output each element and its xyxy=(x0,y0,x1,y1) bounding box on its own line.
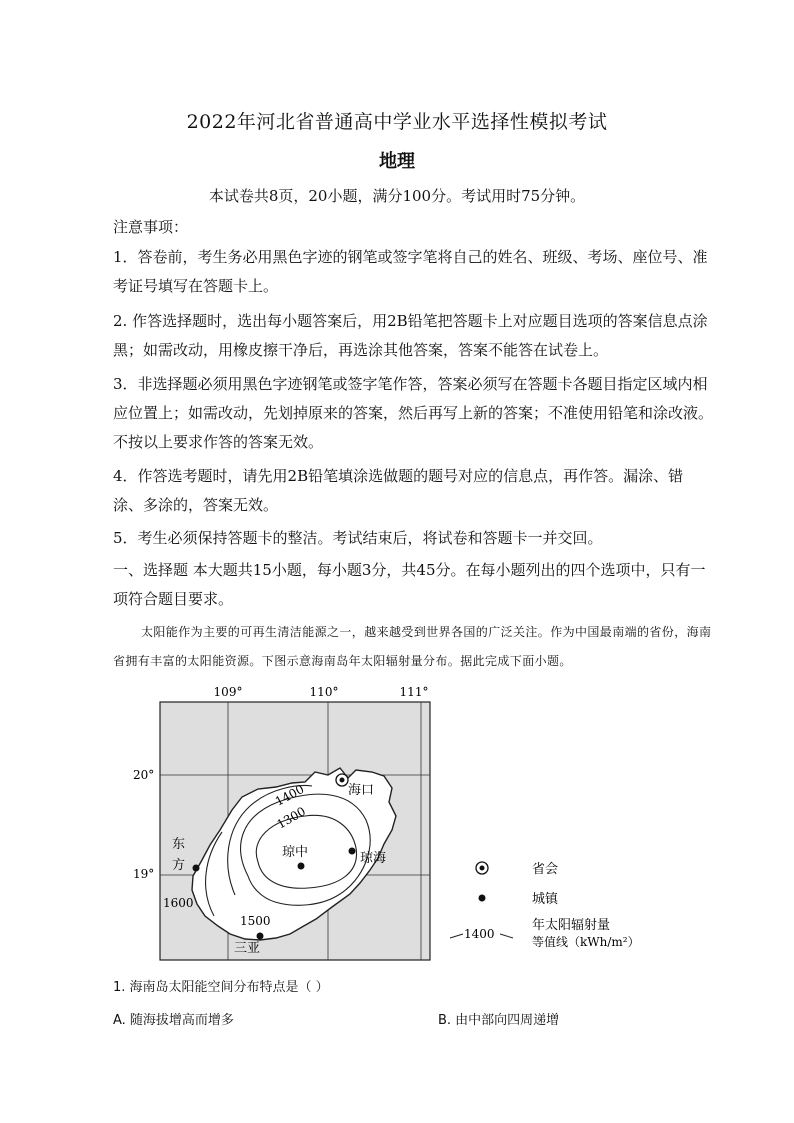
label-dongfang-2: 方 xyxy=(172,858,186,873)
legend-isoline-right xyxy=(500,934,513,938)
question-1-option-b: B. 由中部向四周递增 xyxy=(438,1013,560,1028)
subject-heading: 地理 xyxy=(379,151,415,172)
contour-label-1500: 1500 xyxy=(240,914,271,928)
label-sanya: 三亚 xyxy=(234,941,261,956)
legend-capital-icon-dot xyxy=(480,866,485,871)
label-qiongzhong: 琼中 xyxy=(282,845,309,860)
legend-isoline-left xyxy=(450,934,463,938)
exam-info: 本试卷共8页，20小题，满分100分。考试用时75分钟。 xyxy=(208,187,586,205)
sanya-marker xyxy=(257,933,264,940)
label-dongfang-1: 东 xyxy=(172,837,186,852)
haikou-capital-dot xyxy=(340,778,345,783)
qionghai-marker xyxy=(349,848,356,855)
notice-item-2: 2. 作答选择题时，选出每小题答案后，用2B铅笔把答题卡上对应题目选项的答案信息点涂黑；如需改动，用橡皮擦干净后，再选涂其他答案，答案不能答在试卷上。 xyxy=(113,312,708,359)
notice-heading: 注意事项： xyxy=(113,218,189,236)
label-qionghai: 琼海 xyxy=(360,851,387,866)
legend-town-label: 城镇 xyxy=(532,892,559,907)
passage-text: 太阳能作为主要的可再生清洁能源之一，越来越受到世界各国的广泛关注。作为中国最南端的省份，海南省拥有丰富的太阳能资源。下图示意海南岛年太阳辐射量分布。据此完成下面小题。 xyxy=(113,625,712,668)
contour-label-1400: 1400 xyxy=(272,781,307,809)
lat-label-20: 20° xyxy=(133,768,155,782)
notice-item-3: 3．非选择题必须用黑色字迹钢笔或签字笔作答，答案必须写在答题卡各题目指定区域内相应位置上；如需改动，先划掉原来的答案，然后再写上新的答案；不准使用铅笔和涂改液。不按以上要求作答的答案无效。 xyxy=(113,375,714,451)
notice-item-5: 5．考生必须保持答题卡的整洁。考试结束后，将试卷和答题卡一并交回。 xyxy=(113,529,603,547)
notice-item-4: 4．作答选考题时，请先用2B铅笔填涂选做题的题号对应的信息点，再作答。漏涂、错涂、多涂的，答案无效。 xyxy=(113,467,684,514)
label-haikou: 海口 xyxy=(348,783,375,798)
contour-label-1600: 1600 xyxy=(163,896,194,910)
legend-isoline-label-1: 年太阳辐射量 xyxy=(532,918,611,933)
hainan-solar-map xyxy=(130,680,670,970)
legend-capital-label: 省会 xyxy=(532,862,559,877)
legend-town-icon xyxy=(479,895,486,902)
contour-label-1300: 1300 xyxy=(274,804,308,832)
question-1-option-a: A. 随海拔增高而增多 xyxy=(113,1013,234,1028)
question-1-stem: 1. 海南岛太阳能空间分布特点是（ ） xyxy=(113,980,329,995)
exam-title: 2022年河北省普通高中学业水平选择性模拟考试 xyxy=(186,111,608,133)
dongfang-marker xyxy=(193,865,200,872)
legend-isoline-label-2: 等值线（kWh/m²） xyxy=(532,935,640,949)
lon-label-109: 109° xyxy=(213,685,243,699)
lon-label-111: 111° xyxy=(399,685,429,699)
lon-label-110: 110° xyxy=(309,685,339,699)
qiongzhong-marker xyxy=(298,863,305,870)
section-heading: 一、选择题 本大题共15小题，每小题3分，共45分。在每小题列出的四个选项中，只有一项符合题目要求。 xyxy=(113,561,706,608)
notice-item-1: 1．答卷前，考生务必用黑色字迹的钢笔或签字笔将自己的姓名、班级、考场、座位号、准考证号填写在答题卡上。 xyxy=(113,248,708,295)
lat-label-19: 19° xyxy=(133,867,155,881)
legend-isoline-value: 1400 xyxy=(464,927,495,941)
